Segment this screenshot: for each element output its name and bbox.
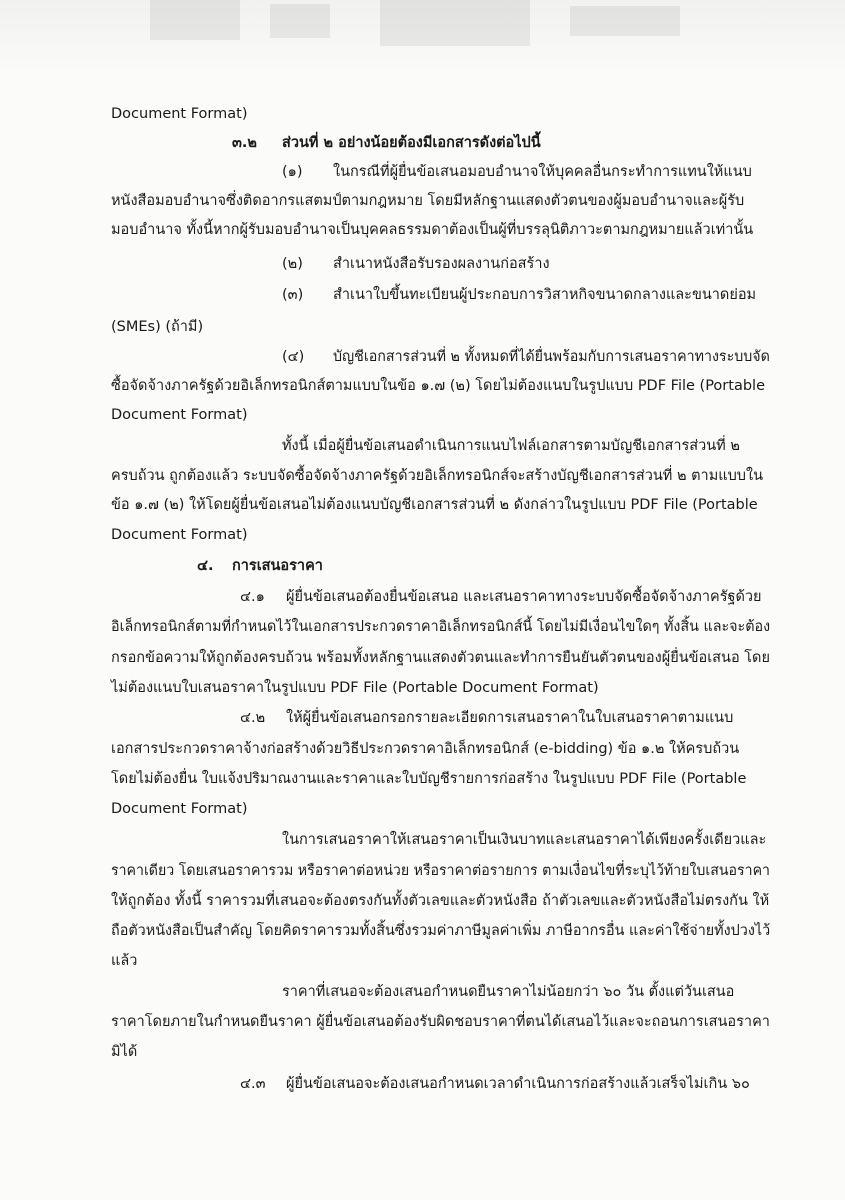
item-number: (๓) [282, 287, 304, 303]
line-4 [0, 188, 845, 214]
line-12 [0, 433, 845, 459]
clause-text: ผู้ยื่นข้อเสนอจะต้องเสนอกำหนดเวลาดำเนินการก่อสร้างแล้วเสร็จไม่เกิน ๖๐ [286, 1076, 750, 1092]
text: ราคาโดยภายในกำหนดยืนราคา ผู้ยื่นข้อเสนอต้องรับผิดชอบราคาที่ตนได้เสนอไว้และจะถอนการเสนอราคา [111, 1014, 770, 1030]
clause-4-3 [0, 1071, 845, 1097]
line-28 [0, 918, 845, 944]
item-2 [0, 251, 845, 277]
text: โดยไม่ต้องยื่น ใบแจ้งปริมาณงานและราคาและใบบัญชีรายการก่อสร้าง ในรูปแบบ PDF File (Portable [111, 771, 747, 787]
item-3 [0, 282, 845, 308]
line-31 [0, 1009, 845, 1035]
line-29 [0, 948, 845, 974]
text: (SMEs) (ถ้ามี) [111, 319, 204, 335]
text: แล้ว [111, 953, 138, 969]
section-number: ๔. [197, 558, 214, 574]
line-23 [0, 766, 845, 792]
text: Document Format) [111, 106, 248, 122]
section-title: การเสนอราคา [232, 558, 323, 574]
section-3-2-heading [0, 130, 845, 156]
text: ไม่ต้องแนบใบเสนอราคาในรูปแบบ PDF File (Portable Document Format) [111, 680, 599, 696]
text: เอกสารประกวดราคาจ้างก่อสร้างด้วยวิธีประกวดราคาอิเล็กทรอนิกส์ (e-bidding) ข้อ ๑.๒ ให้ครบถ้วน [111, 741, 740, 757]
line-18 [0, 614, 845, 640]
section-4-heading [0, 553, 845, 579]
line-26 [0, 858, 845, 884]
text: ข้อ ๑.๗ (๒) ให้โดยผู้ยื่นข้อเสนอไม่ต้องแนบบัญชีเอกสารส่วนที่ ๒ ดังกล่าวในรูปแบบ PDF File (Portable [111, 497, 758, 513]
line-25 [0, 827, 845, 853]
text: ทั้งนี้ เมื่อผู้ยื่นข้อเสนอดำเนินการแนบไฟล์เอกสารตามบัญชีเอกสารส่วนที่ ๒ [282, 438, 740, 454]
text: มิได้ [111, 1044, 138, 1060]
clause-number: ๔.๓ [240, 1076, 266, 1092]
clause-number: ๔.๑ [240, 589, 265, 605]
clause-text: ผู้ยื่นข้อเสนอต้องยื่นข้อเสนอ และเสนอราคาทางระบบจัดซื้อจัดจ้างภาครัฐด้วย [286, 589, 762, 605]
clause-4-2 [0, 705, 845, 731]
text: Document Format) [111, 801, 248, 817]
text: ครบถ้วน ถูกต้องแล้ว ระบบจัดซื้อจัดจ้างภาครัฐด้วยอิเล็กทรอนิกส์จะสร้างบัญชีเอกสารส่วนที่ ๒ ตามแบบใน [111, 468, 763, 484]
item-text: บัญชีเอกสารส่วนที่ ๒ ทั้งหมดที่ได้ยื่นพร้อมกับการเสนอราคาทางระบบจัด [333, 349, 770, 365]
item-number: (๔) [282, 349, 305, 365]
item-text: สำเนาหนังสือรับรองผลงานก่อสร้าง [333, 256, 550, 272]
section-number: ๓.๒ [232, 135, 257, 151]
item-text: ในกรณีที่ผู้ยื่นข้อเสนอมอบอำนาจให้บุคคลอื่นกระทำการแทนให้แนบ [333, 164, 752, 180]
text: ถือตัวหนังสือเป็นสำคัญ โดยคิดราคารวมทั้งสิ้นซึ่งรวมค่าภาษีมูลค่าเพิ่ม ภาษีอากรอื่น และค่าใช้จ่ายทั้งปวงไว้ [111, 923, 771, 939]
line-10 [0, 373, 845, 399]
text: Document Format) [111, 527, 248, 543]
text: ซื้อจัดจ้างภาครัฐด้วยอิเล็กทรอนิกส์ตามแบบในข้อ ๑.๗ (๒) โดยไม่ต้องแนบในรูปแบบ PDF File (Portable [111, 378, 765, 394]
line-19 [0, 645, 845, 671]
line-5 [0, 217, 845, 243]
line-1 [0, 101, 845, 127]
text: Document Format) [111, 407, 248, 423]
clause-4-1 [0, 584, 845, 610]
item-number: (๒) [282, 256, 303, 272]
line-20 [0, 675, 845, 701]
text: กรอกข้อความให้ถูกต้องครบถ้วน พร้อมทั้งหลักฐานแสดงตัวตนและทำการยืนยันตัวตนของผู้ยื่นข้อเสนอ โดย [111, 650, 770, 666]
line-22 [0, 736, 845, 762]
item-4 [0, 344, 845, 370]
item-1 [0, 159, 845, 185]
clause-text: ให้ผู้ยื่นข้อเสนอกรอกรายละเอียดการเสนอราคาในใบเสนอราคาตามแนบ [286, 710, 734, 726]
text: หนังสือมอบอำนาจซึ่งติดอากรแสตมป์ตามกฎหมาย โดยมีหลักฐานแสดงตัวตนของผู้มอบอำนาจและผู้รับ [111, 193, 745, 209]
line-8 [0, 314, 845, 340]
text: ในการเสนอราคาให้เสนอราคาเป็นเงินบาทและเสนอราคาได้เพียงครั้งเดียวและ [282, 832, 767, 848]
line-11 [0, 402, 845, 428]
line-32 [0, 1039, 845, 1065]
item-text: สำเนาใบขึ้นทะเบียนผู้ประกอบการวิสาหกิจขนาดกลางและขนาดย่อม [333, 287, 757, 303]
line-27 [0, 888, 845, 914]
section-title: ส่วนที่ ๒ อย่างน้อยต้องมีเอกสารดังต่อไปนี้ [282, 135, 541, 151]
text: ราคาเดียว โดยเสนอราคารวม หรือราคาต่อหน่วย หรือราคาต่อรายการ ตามเงื่อนไขที่ระบุไว้ท้ายใบเสนอราคา [111, 863, 770, 879]
line-13 [0, 463, 845, 489]
text: ราคาที่เสนอจะต้องเสนอกำหนดยืนราคาไม่น้อยกว่า ๖๐ วัน ตั้งแต่วันเสนอ [282, 984, 735, 1000]
line-24 [0, 796, 845, 822]
text: ให้ถูกต้อง ทั้งนี้ ราคารวมที่เสนอจะต้องตรงกันทั้งตัวเลขและตัวหนังสือ ถ้าตัวเลขและตัวหนังสือไม่ตรงกัน ให้ [111, 893, 770, 909]
text: อิเล็กทรอนิกส์ตามที่กำหนดไว้ในเอกสารประกวดราคาอิเล็กทรอนิกส์นี้ โดยไม่มีเงื่อนไขใดๆ ทั้งสิ้น และจะต้อง [111, 619, 771, 635]
line-30 [0, 979, 845, 1005]
line-15 [0, 522, 845, 548]
clause-number: ๔.๒ [240, 710, 266, 726]
text: มอบอำนาจ ทั้งนี้หากผู้รับมอบอำนาจเป็นบุคคลธรรมดาต้องเป็นผู้ที่บรรลุนิติภาวะตามกฎหมายแล้วเท่านั้น [111, 222, 754, 238]
item-number: (๑) [282, 164, 303, 180]
line-14 [0, 492, 845, 518]
